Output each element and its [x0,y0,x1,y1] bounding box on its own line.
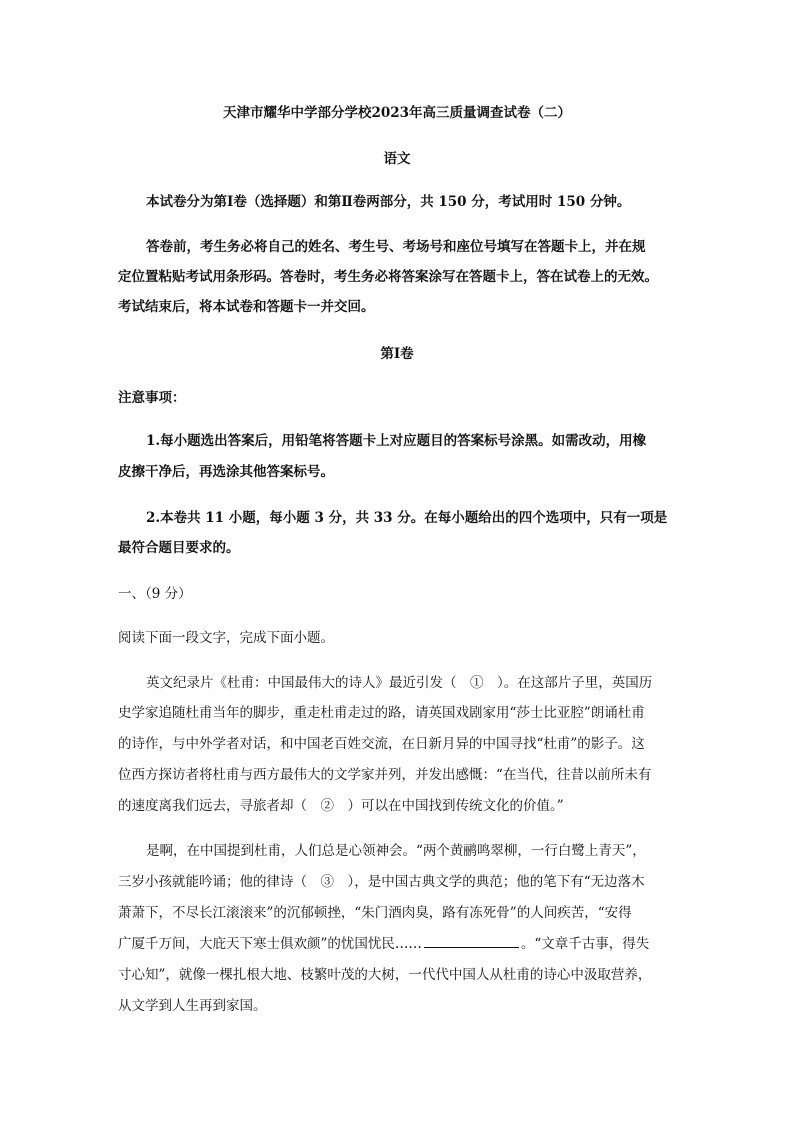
passage-line: 英文纪录片《杜甫：中国最伟大的诗人》最近引发（ ① ）。在这部片子里，英国历 [146,675,653,691]
answer-blank[interactable] [424,934,519,948]
passage-text: 广厦千万间，大庇天下寒士俱欢颜”的忧国忧民…… [118,936,422,952]
instructions-line: 答卷前，考生务必将自己的姓名、考生号、考场号和座位号填写在答题卡上，并在规 [146,239,646,255]
passage-line: 萧萧下，不尽长江滚滚来”的沉郁顿挫，“朱门酒肉臭，路有冻死骨”的人间疾苦，“安得 [118,905,632,921]
passage-line: 史学家追随杜甫当年的脚步，重走杜甫走过的路，请英国戏剧家用“莎士比亚腔”朗诵杜甫 [118,705,645,721]
passage-text: 。“文章千古事，得失 [520,936,650,952]
exam-title: 天津市耀华中学部分学校2023年高三质量调查试卷（二） [222,105,572,121]
passage-line: 是啊，在中国提到杜甫，人们总是心领神会。“两个黄鹂鸣翠柳，一行白鹭上青天”， [146,843,646,859]
passage-line: 位西方探访者将杜甫与西方最伟大的文学家并列，并发出感慨：“在当代，往昔以前所未有 [118,767,652,783]
passage-line: 三岁小孩就能吟诵；他的律诗（ ③ ），是中国古典文学的典范；他的笔下有“无边落木 [118,874,645,890]
instructions-line: 定位置粘贴考试用条形码。答卷时，考生务必将答案涂写在答题卡上，答在试卷上的无效。 [118,269,658,285]
reading-instruction: 阅读下面一段文字，完成下面小题。 [118,630,334,646]
passage-line: 寸心知”，就像一棵扎根大地、枝繁叶茂的大树，一代代中国人从杜甫的诗心中汲取营养， [118,967,652,983]
section-heading: 一、（9 分） [118,586,192,602]
passage-line: 从文学到人生再到家国。 [118,998,267,1014]
note-line: 2.本卷共 11 小题，每小题 3 分，共 33 分。在每小题给出的四个选项中，只有一项是 [146,510,668,526]
subject-title: 语文 [383,151,411,167]
note-line: 1.每小题选出答案后，用铅笔将答题卡上对应题目的答案标号涂黑。如需改动，用橡 [146,433,647,449]
passage-line: 的速度离我们远去，寻旅者却（ ② ）可以在中国找到传统文化的价值。” [118,798,564,814]
instructions-line: 考试结束后，将本试卷和答题卡一并交回。 [118,299,375,315]
intro-line: 本试卷分为第Ⅰ卷（选择题）和第Ⅱ卷两部分，共 150 分，考试用时 150 分钟。 [146,194,631,210]
notes-label: 注意事项： [118,390,186,406]
note-line: 皮擦干净后，再选涂其他答案标号。 [118,464,334,480]
passage-line-with-blank [118,934,678,954]
note-line: 最符合题目要求的。 [118,540,240,556]
passage-line: 的诗作，与中外学者对话，和中国老百姓交流，在日新月异的中国寻找“杜甫”的影子。这 [118,736,645,752]
part-heading: 第Ⅰ卷 [380,346,414,362]
